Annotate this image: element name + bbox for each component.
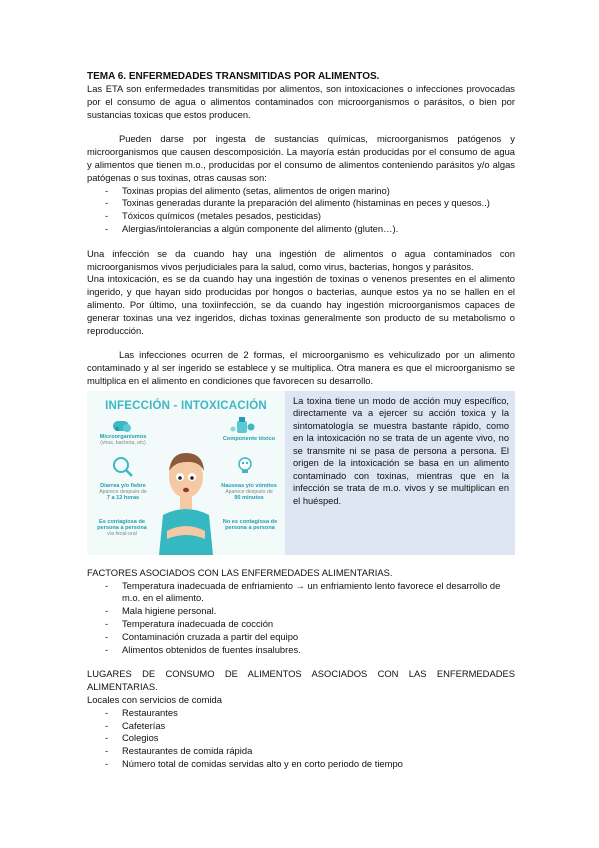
infection-contagion-label: Es contagiosa de persona a persona vía fecal-oral bbox=[97, 518, 147, 538]
list-item: - Restaurantes bbox=[87, 707, 515, 720]
magnifier-icon bbox=[114, 458, 132, 476]
toxic-component-icon bbox=[231, 417, 255, 433]
list-item: - Temperatura inadecuada de cocción bbox=[87, 618, 515, 631]
intro-paragraph: Las ETA son enfermedades transmitidas por alimentos, son intoxicaciones o infecciones provocadas por el consumo de agua o alimentos contaminados con microorganismos o parásitos, o bien por sustancias toxicas que estos producen. bbox=[87, 83, 515, 120]
places-list bbox=[87, 707, 515, 771]
list-item: - Contaminación cruzada a partir del equipo bbox=[87, 631, 515, 644]
intoxication-contagion-label: No es contagiosa de persona a persona bbox=[222, 518, 278, 532]
list-item: - Toxinas generadas durante la preparación del alimento (histaminas en peces y quesos..) bbox=[87, 197, 515, 210]
intoxication-symptoms-label: Nauseas y/o vómitos Aparece después de 90 minutos bbox=[221, 482, 277, 502]
microorganisms-label: Microorganismos (virus, bacteria, etc) bbox=[99, 433, 147, 447]
toxic-component-label: Componente tóxico bbox=[222, 435, 276, 442]
list-item: - Restaurantes de comida rápida bbox=[87, 745, 515, 758]
list-item: - Temperatura inadecuada de enfriamiento → un enfriamiento lento favorece el desarrollo de m.o. en el alimento. bbox=[87, 580, 515, 606]
infection-intoxication-infographic bbox=[87, 391, 285, 555]
places-heading: LUGARES DE CONSUMO DE ALIMENTOS ASOCIADOS CON LAS ENFERMEDADES ALIMENTARIAS. bbox=[87, 668, 515, 693]
places-subheading: Locales con servicios de comida bbox=[87, 693, 222, 705]
document-page bbox=[87, 70, 515, 771]
skull-icon bbox=[239, 458, 251, 473]
causes-list bbox=[87, 185, 515, 236]
list-item: - Alimentos obtenidos de fuentes insalubres. bbox=[87, 644, 515, 657]
list-item: - Toxinas propias del alimento (setas, alimentos de origen marino) bbox=[87, 185, 515, 198]
factors-list bbox=[87, 580, 515, 657]
causes-intro-paragraph: Pueden darse por ingesta de sustancias químicas, microorganismos patógenos y microorganismos que causen descomposición. La mayoría están producidas por el consumo de agua y alimentos que tienen m.o., producidas por el consumo de alimentos conteniendo parásitos y/o algas patógenas o sus toxinas, otras causas son: bbox=[87, 133, 515, 183]
list-item: - Mala higiene personal. bbox=[87, 605, 515, 618]
toxin-explanation-text: La toxina tiene un modo de acción muy específico, directamente va a ejercer su acción toxica y la sintomatología se muestra bastante rápido, como en la intoxicación no se trata de un agente vivo, no se transmite ni se pasa de persona a persona. El origen de la intoxicación se basa en un alimento contaminado con toxinas, mientras que en la infección se trata de m.o. vivos y se multiplican en el huésped. bbox=[293, 395, 509, 506]
infographic-heading: INFECCIÓN - INTOXICACIÓN bbox=[105, 399, 267, 412]
factors-heading: FACTORES ASOCIADOS CON LAS ENFERMEDADES ALIMENTARIAS. bbox=[87, 566, 393, 578]
list-item: - Cafeterías bbox=[87, 720, 515, 733]
infection-forms-paragraph: Las infecciones ocurren de 2 formas, el microorganismo es vehiculizado por un alimento contaminado y al ser ingerido se establece y se multiplica. Otra manera es que el microorganismo se multiplica en el alimento en condiciones que favorecen su desarrollo. bbox=[87, 349, 515, 386]
page-title: TEMA 6. ENFERMEDADES TRANSMITIDAS POR ALIMENTOS. bbox=[87, 71, 380, 82]
microorganism-icon bbox=[113, 421, 131, 432]
sick-person-illustration bbox=[159, 453, 213, 555]
list-item: - Número total de comidas servidas alto y en corto periodo de tiempo bbox=[87, 758, 515, 771]
infection-symptoms-label: Diarrea y/o fiebre Aparece después de 7 a 12 horas bbox=[99, 482, 147, 502]
infection-definition: Una infección se da cuando hay una ingestión de alimentos o agua contaminados con microorganismos vivos perjudiciales para la salud, como virus, bacterias, hongos y parásitos. bbox=[87, 247, 515, 272]
figure-row bbox=[87, 391, 515, 555]
intoxication-definition: Una intoxicación, es se da cuando hay una ingestión de toxinas o venenos presentes en el alimento ingerido, y que hayan sido producidas por hongos o bacterias, aunque estos ya no se hallen en el alimento. Por último, una toxiinfección, se da cuando hay ingestión microorganismos capaces de generar toxinas una vez ingeridos, dichas toxinas generalmente son producto de su metabolismo o reproducción. bbox=[87, 273, 515, 336]
toxin-explanation-box bbox=[285, 391, 515, 555]
list-item: - Tóxicos químicos (metales pesados, pesticidas) bbox=[87, 210, 515, 223]
list-item: - Colegios bbox=[87, 732, 515, 745]
list-item: - Alergias/intolerancias a algún componente del alimento (gluten…). bbox=[87, 223, 515, 236]
